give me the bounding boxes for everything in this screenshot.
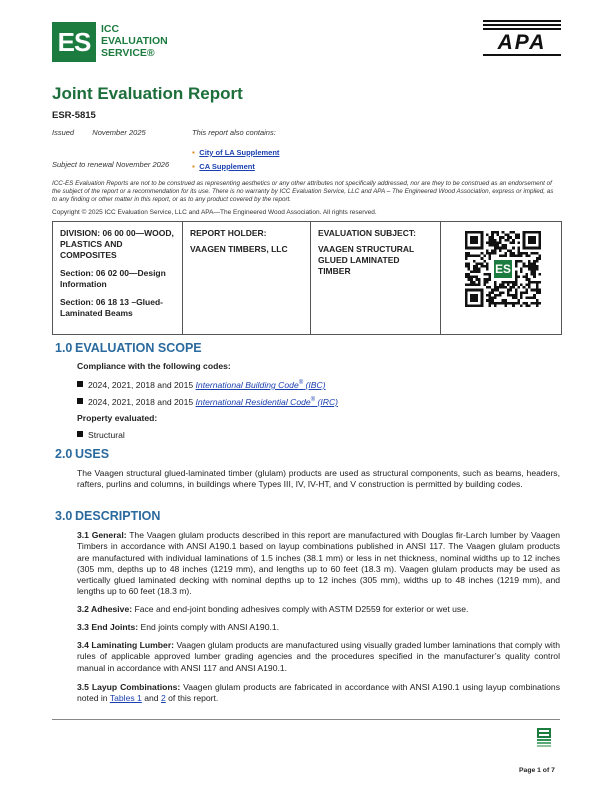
description-layup-combinations: 3.5 Layup Combinations: Vaagen glulam products are fabricated in accordance with ANSI A190.1 using layup combinations noted in Tables 1 and 2 of this report. [77,682,560,704]
supplement-item [192,156,255,174]
uses-text: The Vaagen structural glued-laminated timber (glulam) products are used as structural components, such as beams, headers, rafters, purlins and columns, in buildings where Types III, IV, IV-HT, and V construction is permitted by building codes. [77,468,560,490]
qr-es-badge: ES [495,262,511,276]
supplements-heading: This report also contains: [192,128,276,137]
issued-info [52,128,146,137]
code-item-irc: 2024, 2021, 2018 and 2015 International Residential Code® (IRC) [77,395,338,408]
apa-logo-lines [483,20,561,30]
division-text: DIVISION: 06 00 00—WOOD, PLASTICS AND COMPOSITES [60,228,174,260]
issued-date: November 2025 [92,128,146,137]
copyright: Copyright © 2025 ICC Evaluation Service, LLC and APA—The Engineered Wood Association. All rights reserved. [52,209,377,216]
bullet-square-icon [77,398,83,404]
description-laminating-lumber: 3.4 Laminating Lumber: Vaagen glulam products are manufactured using visually graded lumber laminations that comply with rules of applicable approved lumber grading agencies and the procedures specified in the manufacturer’s quality control manual in accordance with ANSI 117 and ANSI A190.1. [77,640,560,673]
bullet-square-icon [77,431,83,437]
issued-label: Issued [52,128,75,137]
description-general: 3.1 General: The Vaagen glulam products described in this report are manufactured with Douglas fir-Larch lumber by Vaagen Timbers in accordance with ANSI A190.1 based on layup combinations published in ANSI 117. The Vaagen glulam products are manufactured with individual laminations of 1.5 inches (38.1 mm) or less in net thickness, nominal widths up to 12 inches (305 mm, depths up to 48 inches (1219 mm), and lengths up to 60 feet (18.3 m). Vaagen glulam products may be used as vertically glued laminated decking with nominal depths up to 12 inches (305 mm), widths up to 48 inches (1219 mm), and lengths up to 60 feet (18.3 m). [77,530,560,597]
evaluation-subject-cell [311,222,441,334]
evaluation-subject-name: VAAGEN STRUCTURAL GLUED LAMINATED TIMBER [318,244,415,276]
icc-footer-logo-icon [535,727,553,749]
city-of-la-supplement-link[interactable]: City of LA Supplement [199,148,280,157]
disclaimer: ICC-ES Evaluation Reports are not to be construed as representing aesthetics or any other attributes not specifically addressed, nor are they to be construed as an endorsement of the subject of the report or a recommendation for its use. There is no warranty by ICC Evaluation Service, LLC and APA – The Engineered Wood Association, express or implied, as to any finding or other matter in this report, or as to any product covered by the report. [52,180,554,204]
bullet-icon: ▪ [192,162,195,171]
section-glued-laminated-beams: Section: 06 18 13 –Glued-Laminated Beams [60,297,163,318]
code-item-ibc: 2024, 2021, 2018 and 2015 International Building Code® (IBC) [77,378,326,391]
description-adhesive: 3.2 Adhesive: Face and end-joint bonding adhesives comply with ASTM D2559 for exterior or wet use. [77,604,469,614]
section-3-heading: 3.0 DESCRIPTION [55,509,161,523]
page-title: Joint Evaluation Report [52,84,243,103]
apa-logo-word: APA [497,31,547,54]
footer-divider [52,719,560,720]
report-holder-name: VAAGEN TIMBERS, LLC [190,244,288,254]
bullet-icon: ▪ [192,148,195,157]
irc-link[interactable]: International Residential Code® (IRC) [195,396,339,407]
property-item: Structural [77,430,125,441]
ca-supplement-link[interactable]: CA Supplement [199,162,255,171]
table-2-link[interactable]: 2 [160,693,166,704]
es-logo: ES [52,22,96,62]
section-design-information: Section: 06 02 00—Design Information [60,268,166,289]
icc-evaluation-service-logo-text [101,23,168,59]
icc-line: EVALUATION [101,35,168,47]
icc-line: ICC [101,23,120,35]
description-end-joints: 3.3 End Joints: End joints comply with ANSI A190.1. [77,622,280,632]
division-cell [53,222,183,334]
section-1-heading: 1.0 EVALUATION SCOPE [55,341,202,355]
report-number: ESR-5815 [52,110,96,121]
section-2-heading: 2.0 USES [55,447,110,461]
page-number: Page 1 of 7 [519,767,555,774]
evaluation-subject-label: EVALUATION SUBJECT: [318,228,416,238]
report-holder-cell [183,222,311,334]
property-label: Property evaluated: [77,413,158,423]
bullet-square-icon [77,381,83,387]
icc-line: SERVICE® [101,47,155,59]
compliance-label: Compliance with the following codes: [77,361,231,371]
renewal-info: Subject to renewal November 2026 [52,160,170,169]
tables-1-link[interactable]: Tables 1 [109,693,142,704]
ibc-link[interactable]: International Building Code® (IBC) [195,379,326,390]
report-holder-label: REPORT HOLDER: [190,228,267,238]
apa-logo [483,20,561,64]
qr-code-icon[interactable] [465,231,541,307]
